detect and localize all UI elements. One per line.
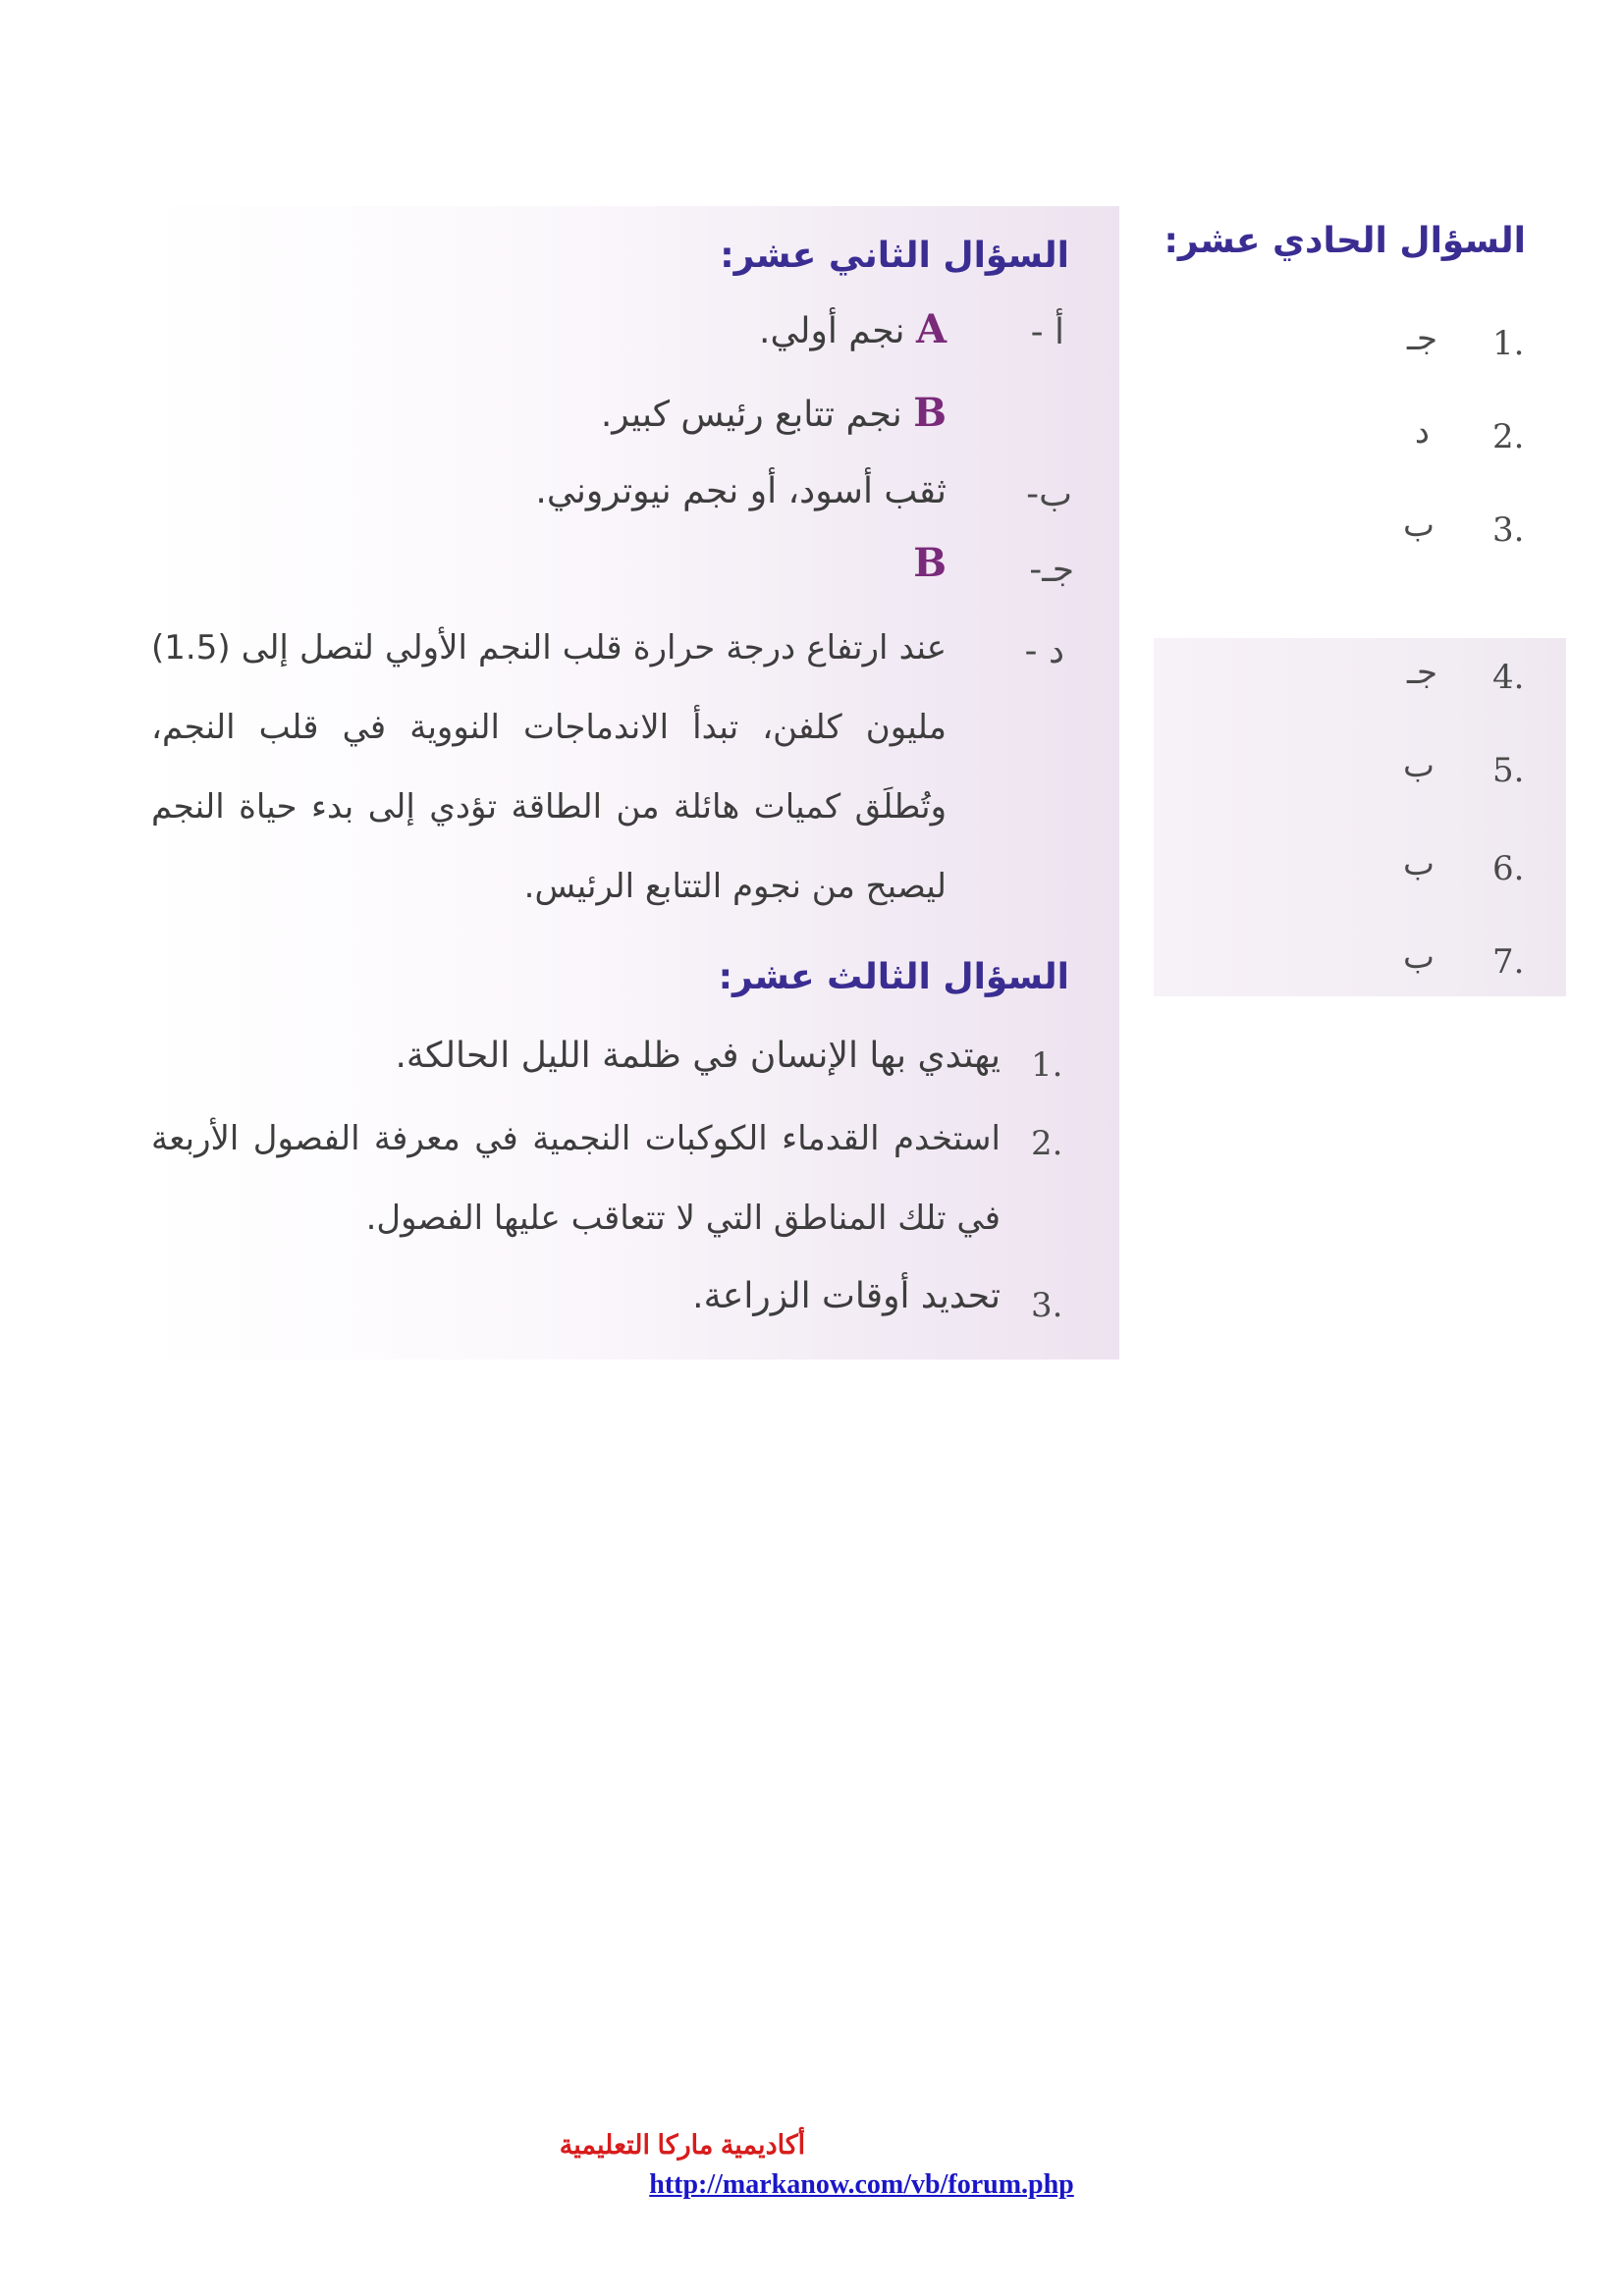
q11-ans-6: ب: [1402, 844, 1435, 883]
q12-d-paragraph: عند ارتفاع درجة حرارة قلب النجم الأولي لتصل إلى (1.5) مليون كلفن، تبدأ الاندماجات النووية في قلب النجم، وتُطلَق كميات هائلة من الطاقة تؤدي إلى بدء حياة النجم ليصبح من نجوم التتابع الرئيس.: [151, 628, 947, 906]
q13-item-3: تحديد أوقات الزراعة.: [692, 1276, 1001, 1316]
q12-a-line1-latin: A: [915, 306, 947, 352]
q12-a-line1: [759, 306, 947, 352]
q12-d-marker: د -: [1024, 631, 1064, 671]
q11-ans-4: جـ: [1407, 653, 1437, 692]
q11-ans-3: ب: [1402, 506, 1435, 545]
q11-num-6: 6.: [1492, 849, 1525, 888]
q13-item-2: استخدم القدماء الكوكبات النجمية في معرفة الفصول الأربعة في تلك المناطق التي لا تتعاقب عليها الفصول.: [151, 1119, 1001, 1238]
q12-a-line2-text: نجم تتابع رئيس كبير.: [600, 395, 902, 435]
q11-ans-5: ب: [1402, 746, 1435, 785]
q12-title: السؤال الثاني عشر:: [720, 236, 1069, 276]
q12-c-answer: [913, 540, 947, 586]
q11-num-1: 1.: [1492, 324, 1525, 363]
q11-num-5: 5.: [1492, 751, 1525, 790]
q12-c-marker: جـ-: [1029, 550, 1074, 590]
footer-academy-name: أكاديمية ماركا التعليمية: [559, 2130, 806, 2160]
q12-a-marker: أ -: [1030, 312, 1064, 352]
q12-a-line2: [601, 390, 947, 436]
q13-num-1: 1.: [1031, 1045, 1063, 1085]
q12-a-line2-latin: B: [913, 390, 947, 436]
q11-num-2: 2.: [1492, 417, 1525, 456]
q13-title: السؤال الثالث عشر:: [718, 957, 1069, 997]
q12-a-line1-text: نجم أولي.: [759, 311, 905, 351]
q13-num-3: 3.: [1031, 1286, 1063, 1325]
q11-ans-7: ب: [1402, 937, 1435, 977]
q11-num-4: 4.: [1492, 658, 1525, 697]
q11-ans-2: د: [1414, 412, 1430, 452]
q11-num-7: 7.: [1492, 942, 1525, 982]
q12-c-latin: B: [913, 540, 947, 586]
q12-b-text: ثقب أسود، أو نجم نيوتروني.: [535, 471, 947, 511]
q13-num-2: 2.: [1031, 1124, 1063, 1163]
footer-forum-link[interactable]: http://markanow.com/vb/forum.php: [649, 2169, 1074, 2200]
q11-ans-1: جـ: [1407, 319, 1437, 358]
q11-title: السؤال الحادي عشر:: [1164, 221, 1526, 261]
q11-num-3: 3.: [1492, 510, 1525, 550]
q12-b-marker: ب-: [1026, 474, 1072, 514]
q13-item-1: يهتدي بها الإنسان في ظلمة الليل الحالكة.: [395, 1036, 1001, 1076]
